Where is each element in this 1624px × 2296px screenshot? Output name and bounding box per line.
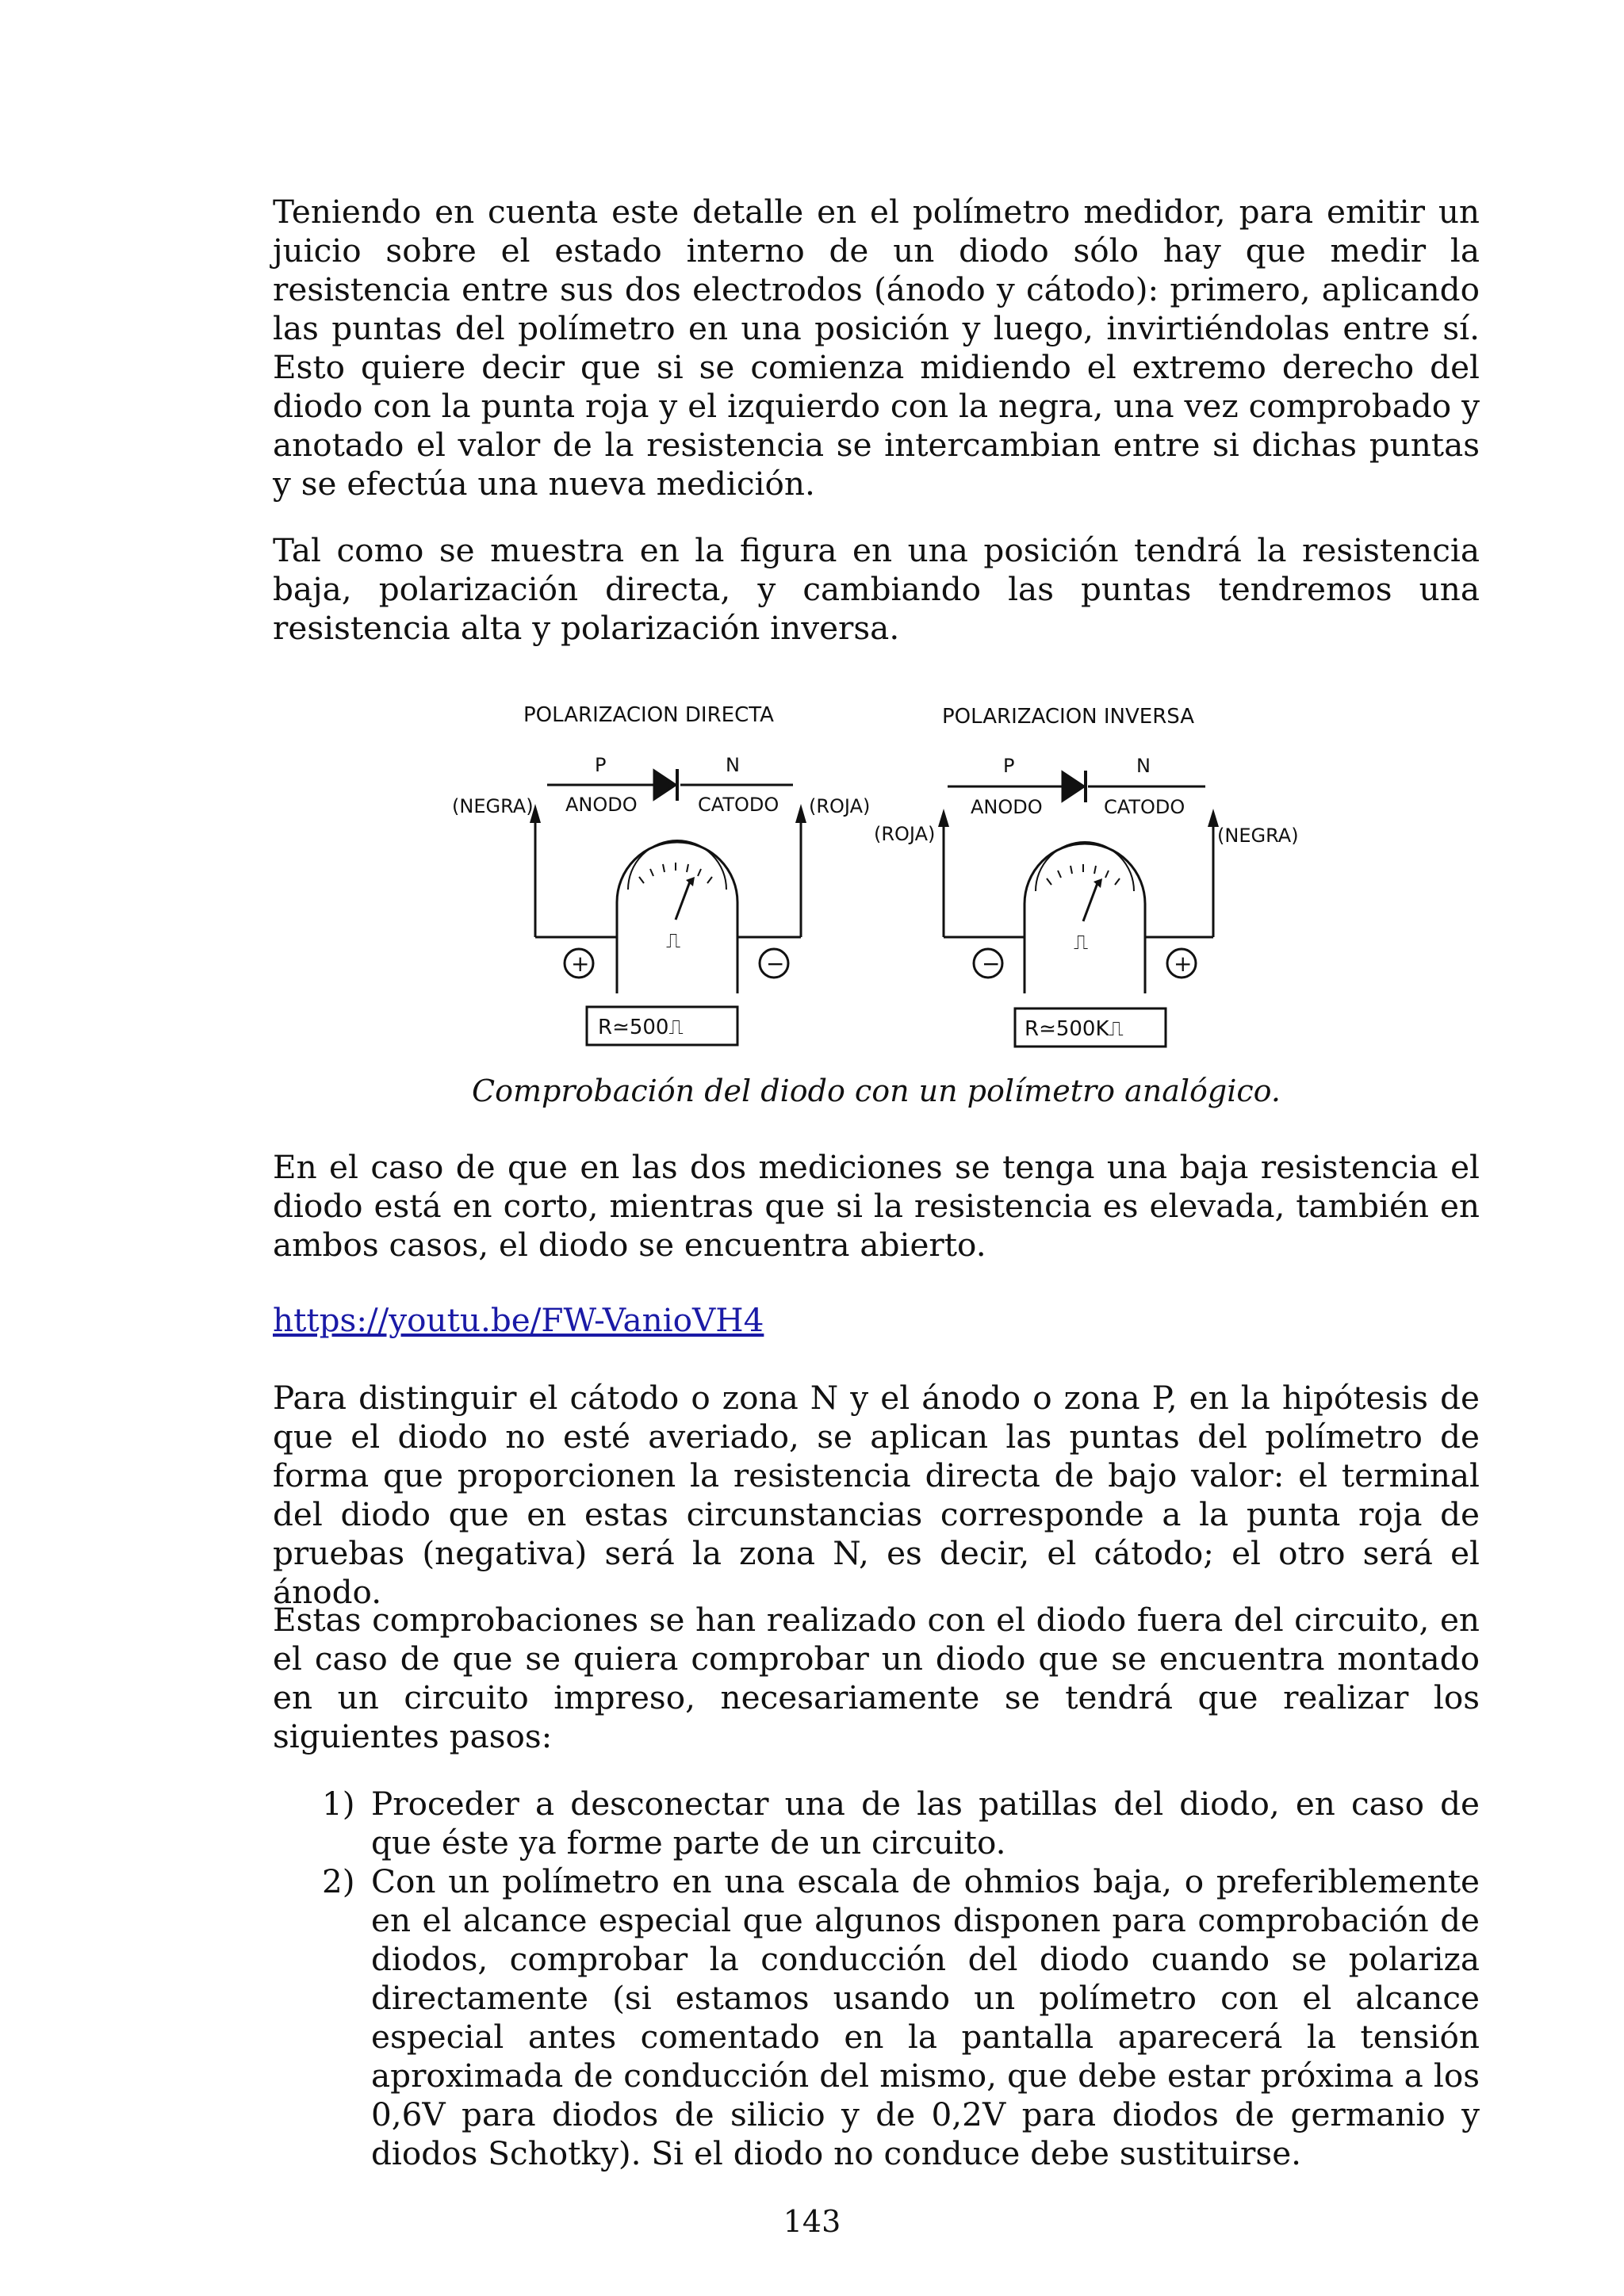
right-lead-red-arrow xyxy=(938,809,949,827)
list-item xyxy=(273,1785,1480,1862)
right-anodo-label: ANODO xyxy=(971,796,1043,818)
right-n-label: N xyxy=(1136,755,1151,777)
left-lead-red-arrow xyxy=(795,804,806,823)
right-p-label: P xyxy=(1003,755,1015,777)
left-anodo-label: ANODO xyxy=(565,794,638,816)
left-minus-sign: − xyxy=(766,951,785,977)
paragraph-4: Para distinguir el cátodo o zona N y el ánodo o zona P, en la hipótesis de que el diodo no esté averiado, se aplican las puntas del polímetro de forma que proporcionen la resistencia directa de bajo valor: el terminal del diodo que en estas circunstancias corresponde a la punta roja de pruebas (negativa) será la zona N, es decir, el cátodo; el otro será el ánodo. xyxy=(273,1379,1480,1611)
list-item-number: 2) xyxy=(322,1862,355,1900)
right-catodo-label: CATODO xyxy=(1104,796,1185,818)
diode-test-figure xyxy=(428,682,1348,1062)
left-ohm-symbol: ⎍ xyxy=(666,929,681,953)
left-lead-red-label: (ROJA) xyxy=(809,795,871,817)
left-catodo-label: CATODO xyxy=(698,794,779,816)
page-number: 143 xyxy=(783,2204,841,2239)
left-p-label: P xyxy=(595,754,607,776)
list-item-text: Con un polímetro en una escala de ohmios baja, o preferiblemente en el alcance especial que algunos disponen para comprobación de diodos, comprobar la conducción del diodo cuando se polariza directamente (si estamos usando un polímetro con el alcance especial antes comentado en la pantalla aparecerá la tensión aproximada de conducción del mismo, que debe estar próxima a los 0,6V para diodos de silicio y de 0,2V para diodos de germanio y diodos Schotky). Si el diodo no conduce debe sustituirse. xyxy=(371,1862,1480,2172)
right-minus-sign: − xyxy=(982,951,1001,977)
right-meter-needle xyxy=(1083,883,1097,921)
right-lead-red-label: (ROJA) xyxy=(874,823,936,845)
paragraph-3: En el caso de que en las dos mediciones se tenga una baja resistencia el diodo está en corto, mientras que si la resistencia es elevada, también en ambos casos, el diodo se encuentra abierto. xyxy=(273,1148,1480,1264)
paragraph-2: Tal como se muestra en la figura en una posición tendrá la resistencia baja, polarización directa, y cambiando las puntas tendremos una resistencia alta y polarización inversa. xyxy=(273,531,1480,647)
list-item xyxy=(273,1862,1480,2173)
list-item-text: Proceder a desconectar una de las patillas del diodo, en caso de que éste ya forme parte de un circuito. xyxy=(371,1785,1480,1862)
diode-test-diagram xyxy=(428,682,1348,1062)
left-title: POLARIZACION DIRECTA xyxy=(523,703,774,727)
left-plus-sign: + xyxy=(571,951,590,977)
steps-list xyxy=(273,1785,1480,2173)
right-lead-black-label: (NEGRA) xyxy=(1217,825,1299,847)
left-reading: R≃500⎍ xyxy=(598,1016,684,1039)
youtube-link[interactable]: https://youtu.be/FW-VanioVH4 xyxy=(273,1301,764,1339)
left-lead-black-label: (NEGRA) xyxy=(452,795,534,817)
left-diode-triangle xyxy=(654,771,676,799)
paragraph-5: Estas comprobaciones se han realizado con el diodo fuera del circuito, en el caso de que se quiera comprobar un diodo que se encuentra montado en un circuito impreso, necesariamente se tendrá que realizar los siguientes pasos: xyxy=(273,1601,1480,1755)
left-meter-needle xyxy=(676,882,690,920)
right-title: POLARIZACION INVERSA xyxy=(942,705,1195,729)
figure-caption: Comprobación del diodo con un polímetro analógico. xyxy=(472,1073,1281,1108)
right-ohm-symbol: ⎍ xyxy=(1074,931,1089,955)
list-item-number: 1) xyxy=(322,1785,355,1823)
right-reading: R≃500K⎍ xyxy=(1025,1017,1124,1041)
right-diode-triangle xyxy=(1063,772,1084,801)
paragraph-1: Teniendo en cuenta este detalle en el polímetro medidor, para emitir un juicio sobre el estado interno de un diodo sólo hay que medir la resistencia entre sus dos electrodos (ánodo y cátodo): primero, aplicando las puntas del polímetro en una posición y luego, invirtiéndolas entre sí. Esto quiere decir que si se comienza midiendo el extremo derecho del diodo con la punta roja y el izquierdo con la negra, una vez comprobado y anotado el valor de la resistencia se intercambian entre si dichas puntas y se efectúa una nueva medición. xyxy=(273,193,1480,503)
right-plus-sign: + xyxy=(1174,951,1193,977)
left-n-label: N xyxy=(726,754,740,776)
